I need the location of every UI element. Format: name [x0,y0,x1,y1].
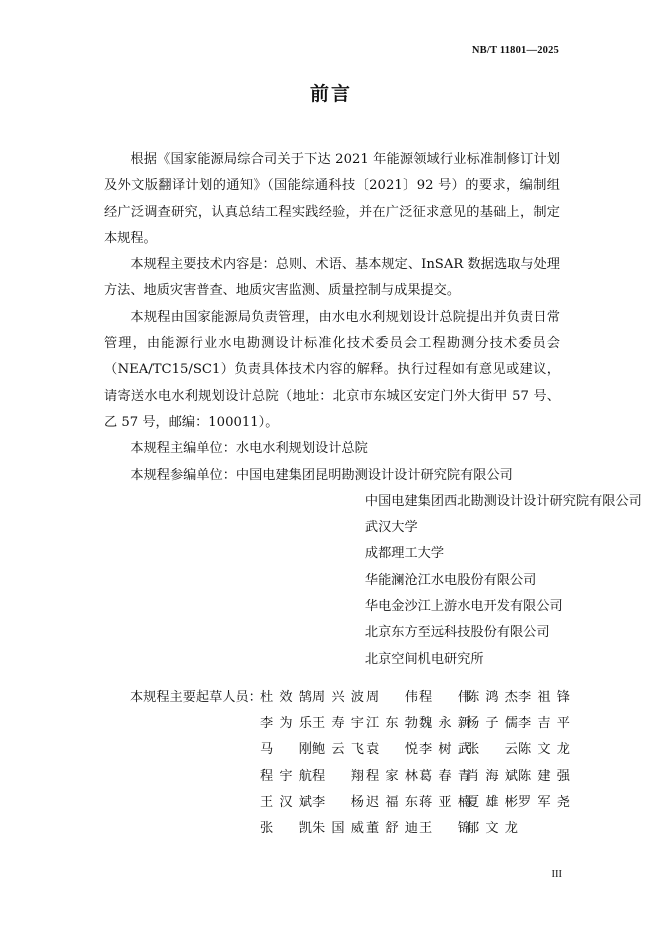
drafter-name: 杨子儒 [466,716,518,732]
paragraph-technical-content: 本规程主要技术内容是：总则、术语、基本规定、InSAR 数据选取与处理方法、地质灾害普查、地质灾害监测、质量控制与成果提交。 [104,257,560,299]
page-number: III [551,869,562,880]
drafter-name: 葛春青 [419,768,471,784]
standard-code: NB/T 11801—2025 [471,45,559,56]
participating-units-list [236,463,642,673]
drafter-name: 周兴波 [312,690,364,705]
drafter-name: 程 伟 [419,690,471,705]
drafter-name: 王寿宇 [312,716,364,732]
drafter-name: 朱国威 [312,821,364,836]
drafter-name: 李为乐 [260,716,312,732]
drafter-name: 程家林 [366,768,418,784]
chief-editor-label: 本规程主编单位： [130,441,236,457]
drafter-name: 马 刚 [260,742,312,758]
drafter-name: 陈建强 [518,768,570,784]
drafter-name: 陈鸿杰 [466,690,518,705]
participating-unit: 北京东方至远科技股份有限公司 [364,625,550,641]
drafter-name: 陈文龙 [518,742,570,758]
drafter-name: 张 凯 [260,821,312,836]
drafter-name: 杜效鹄 [260,690,312,705]
drafter-name: 鲍云飞 [312,742,364,758]
participating-unit: 成都理工大学 [364,546,445,562]
drafter-name: 程宇航 [260,768,312,784]
participating-unit: 武汉大学 [364,520,418,536]
participating-unit: 北京空间机电研究所 [364,651,484,667]
participating-unit: 华电金沙江上游水电开发有限公司 [364,599,563,615]
drafter-name: 李树武 [419,742,471,758]
participating-units-label: 本规程参编单位： [130,467,236,483]
drafter-name: 迟福东 [366,794,418,810]
page-title: 前言 [309,83,352,105]
drafter-name: 李祖锋 [518,690,570,705]
drafter-name: 袁 悦 [366,742,418,758]
drafter-name: 李吉平 [518,716,570,732]
drafters-label: 本规程主要起草人员： [130,690,262,705]
drafter-name: 周 伟 [366,690,418,705]
drafter-name: 魏永新 [419,716,471,732]
drafter-name: 夏雄彬 [466,794,518,810]
paragraph-management: 本规程由国家能源局负责管理，由水电水利规划设计总院提出并负责日常管理，由能源行业水电勘测设计标准化技术委员会工程勘测分技术委员会（NEA/TC15/SC1）负责具体技术内容的解释。执行过程如有意见或建议，请寄送水电水利规划设计总院（地址：北京市东城区安定门外大街甲 57 号、乙 57 号，邮编：100011）。 [104,309,560,430]
drafter-name: 李 杨 [312,794,364,810]
foreword-body [104,147,642,673]
paragraph-plan-basis: 根据《国家能源局综合司关于下达 2021 年能源领域行业标准制修订计划及外文版翻译计划的通知》（国能综通科技〔2021〕92 号）的要求，编制组经广泛调查研究，认真总结工程实践经验，并在广泛征求意见的基础上，制定本规程。 [104,152,560,246]
participating-unit: 华能澜沧江水电股份有限公司 [364,572,537,588]
drafter-name: 王 锦 [419,821,471,836]
drafter-name: 董舒迪 [366,821,418,836]
drafter-name: 蒋亚楠 [419,794,471,810]
participating-units-row [104,463,642,673]
drafter-name: 罗军尧 [518,794,570,810]
participating-unit: 中国电建集团西北勘测设计设计研究院有限公司 [364,493,642,509]
drafter-name: 程 翔 [312,768,364,784]
drafter-name: 张 云 [466,742,518,758]
chief-editor-value: 水电水利规划设计总院 [235,441,368,457]
participating-unit: 中国电建集团昆明勘测设计设计研究院有限公司 [235,467,513,483]
drafter-name: 江东勃 [366,716,418,732]
drafter-name: 王汉斌 [260,794,312,810]
chief-editor-row [104,436,560,462]
drafter-name: 郁文龙 [466,821,518,836]
drafter-name: 肖海斌 [466,768,518,784]
